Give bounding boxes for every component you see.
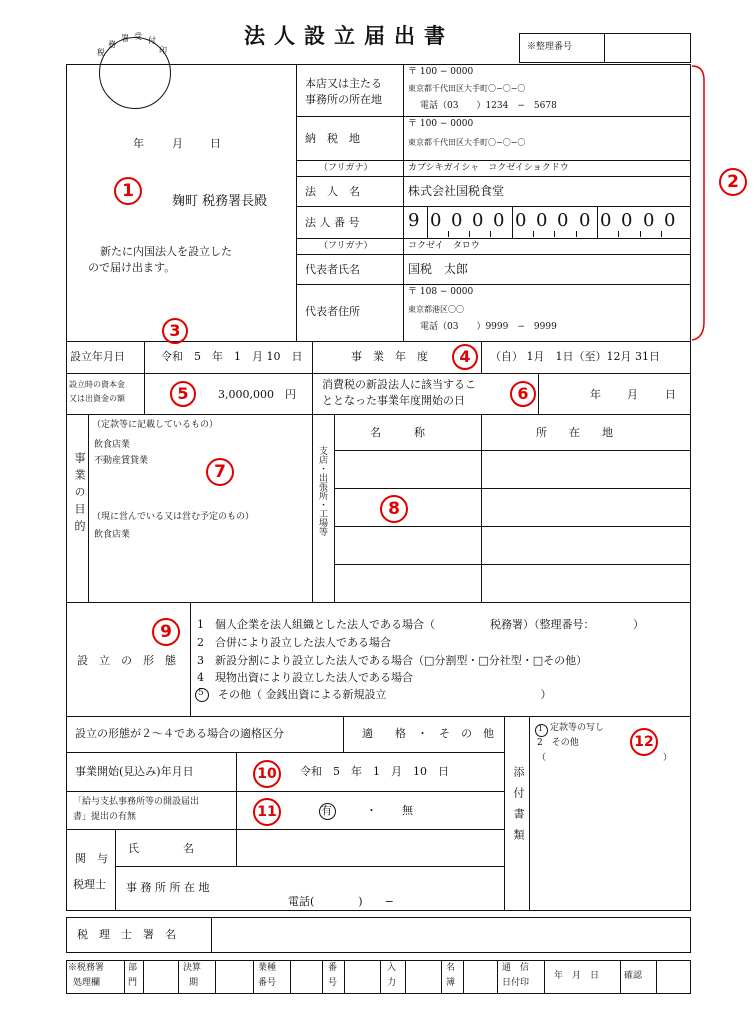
shiten-side-label: 支店・出張所・工場等 (317, 446, 327, 536)
proc-kessan: 決算 (183, 963, 202, 973)
kanyo-label-1: 関 与 (75, 852, 108, 865)
proc-gyoshu: 業種 (258, 963, 277, 973)
marker-10: 10 (253, 760, 281, 788)
shihon-label-1: 設立時の資本金 (69, 380, 125, 389)
hojin-number-digit: 0 (515, 210, 527, 231)
proc-nyuryoku: 入 (387, 963, 397, 973)
shihon-amount: 3,000,000 円 (218, 388, 296, 401)
kyuyo-label-2: 書」提出の有無 (73, 812, 137, 822)
marker-7: 7 (206, 458, 234, 486)
date-year-label: 年 (133, 137, 144, 150)
setsuritsu-date: 令和 5 年 1 月 10 日 (161, 350, 303, 363)
marker-8: 8 (380, 495, 408, 523)
kaishi-date: 令和 5 年 1 月 10 日 (300, 765, 449, 778)
nozei-label: 納 税 地 (305, 132, 360, 145)
red-bracket (690, 62, 720, 344)
shohizei-year: 年 (590, 388, 601, 401)
daihyo-furigana: コクゼイ タロウ (408, 241, 480, 251)
hojin-name-label: 法 人 名 (305, 185, 360, 198)
hojin-furigana-label: （フリガナ） (319, 163, 373, 173)
marker-3: 3 (162, 318, 188, 344)
zeirishi-phone: 電話( ) − (288, 895, 394, 908)
date-month-label: 月 (172, 137, 183, 150)
proc-bango: 番 (328, 963, 338, 973)
proc-tsushin: 通 信 (502, 963, 530, 973)
hojin-number-digit: 0 (557, 210, 569, 231)
shohizei-month: 月 (627, 388, 638, 401)
keitai-item: 3 新設分割により設立した法人である場合（□分割型・□分社型・□その他） (197, 654, 588, 667)
proc-bango: 号 (328, 978, 338, 988)
hojin-number-digit: 0 (493, 210, 505, 231)
proc-kakunin: 確認 (624, 971, 643, 981)
proc-meibo: 簿 (446, 978, 456, 988)
kyuyo-label-1: 「給与支払事務所等の開設届出 (73, 797, 200, 807)
notice-line-2: ので届け出ます。 (88, 261, 176, 274)
proc-meibo: 名 (446, 963, 456, 973)
honten-label-2: 事務所の所在地 (305, 93, 382, 106)
zeirishi-signature-label: 税 理 士 署 名 (77, 928, 176, 941)
marker-12: 12 (630, 728, 658, 756)
tenpu-item3: （ ） (537, 753, 673, 763)
teikan-item: 飲食店業 (94, 440, 131, 450)
shiten-col-address: 所 在 地 (536, 426, 613, 439)
keitai-label: 設 立 の 形 態 (77, 654, 176, 667)
proc-label: 処理欄 (73, 978, 101, 988)
honten-phone: 電話（03 ）1234 − 5678 (420, 101, 557, 111)
proc-bumon: 部 (128, 963, 138, 973)
keitai-item5-number: 5 (198, 688, 204, 698)
seiri-number-label: ※整理番号 (527, 42, 573, 52)
kaishi-label: 事業開始(見込み)年月日 (75, 765, 194, 778)
shihon-label-2: 又は出資金の額 (69, 394, 125, 403)
hojin-number-digit: 0 (643, 210, 655, 231)
hojin-number-digit: 0 (472, 210, 484, 231)
proc-nyuryoku: 力 (387, 978, 397, 988)
date-day-label: 日 (210, 137, 221, 150)
teikan-label: （定款等に記載しているもの） (92, 420, 219, 430)
jigyo-nendo-value: （自） 1月 1日（至）12月 31日 (490, 350, 660, 363)
hojin-name: 株式会社国税食堂 (408, 184, 505, 198)
genzai-label: （現に営んでいる又は営む予定のもの） (92, 512, 255, 522)
marker-5: 5 (170, 381, 196, 407)
tenpu-item1: 定款等の写し (550, 723, 605, 733)
proc-bumon: 門 (128, 978, 138, 988)
notice-line-1: 新たに内国法人を設立した (100, 245, 232, 258)
marker-11: 11 (253, 798, 281, 826)
jigyo-nendo-label: 事 業 年 度 (351, 350, 428, 363)
genzai-item: 飲食店業 (94, 530, 131, 540)
honten-zip: 〒 100 − 0000 (408, 67, 474, 77)
kyuyo-separator: ・ (366, 804, 377, 817)
proc-tsushin: 日付印 (502, 978, 530, 988)
daihyo-phone: 電話（03 ）9999 − 9999 (420, 322, 557, 332)
proc-date: 年 月 日 (554, 971, 600, 981)
stamp-char: 署 (121, 34, 129, 43)
hojin-number-digit: 9 (408, 210, 420, 231)
teikan-item: 不動産賃貸業 (94, 456, 149, 466)
hojin-number-digit: 0 (451, 210, 463, 231)
hojin-number-digit: 0 (664, 210, 676, 231)
stamp-char: 務 (108, 40, 116, 49)
daihyo-furigana-label: （フリガナ） (319, 241, 373, 251)
marker-4: 4 (452, 344, 478, 370)
hojin-number-digit: 0 (621, 210, 633, 231)
hojin-number-digit: 0 (579, 210, 591, 231)
kanyo-label-2: 税理士 (73, 878, 106, 891)
shohizei-label-2: ととなった事業年度開始の日 (322, 394, 465, 407)
stamp-char: 受 (134, 32, 142, 41)
marker-2: 2 (719, 168, 747, 196)
proc-label: ※税務署 (68, 963, 105, 973)
shiten-col-name: 名 称 (370, 426, 425, 439)
daihyo-address-label: 代表者住所 (305, 305, 360, 318)
tenpu-side-label: 添付書類 (512, 766, 525, 850)
honten-address: 東京都千代田区大手町〇−〇−〇 (408, 84, 526, 93)
honten-label-1: 本店又は主たる (305, 77, 382, 90)
mokuteki-side-label: 事業の目的 (73, 452, 86, 537)
hojin-furigana: カブシキガイシャ コクゼイショクドウ (408, 163, 569, 173)
daihyo-name-label: 代表者氏名 (305, 263, 360, 276)
keitai-item: 1 個人企業を法人組織とした法人である場合（ 税務署）（整理番号： ） (197, 618, 644, 631)
shohizei-label-1: 消費税の新設法人に該当するこ (322, 378, 476, 391)
hojin-number-digit: 0 (600, 210, 612, 231)
keitai-item: その他（ 金銭出資による新規設立 ） (218, 688, 552, 701)
marker-6: 6 (510, 381, 536, 407)
zeirishi-office-label: 事 務 所 所 在 地 (126, 881, 210, 894)
daihyo-address: 東京都港区〇〇 (408, 305, 464, 314)
stamp-char: 付 (148, 36, 156, 45)
nozei-address: 東京都千代田区大手町〇−〇−〇 (408, 138, 526, 147)
tax-office-name: 麹町 税務署長殿 (172, 194, 268, 209)
zeirishi-name-label: 氏 名 (128, 842, 194, 855)
hojin-number-digit: 0 (536, 210, 548, 231)
hojin-number-label: 法 人 番 号 (305, 216, 360, 229)
keitai-item: 4 現物出資により設立した法人である場合 (197, 671, 413, 684)
daihyo-zip: 〒 108 − 0000 (408, 287, 474, 297)
nozei-zip: 〒 100 − 0000 (408, 119, 474, 129)
stamp-char: 税 (97, 48, 105, 57)
tekikaku-value: 適 格 ・ そ の 他 (362, 727, 494, 740)
tekikaku-label: 設立の形態が２～４である場合の適格区分 (75, 727, 284, 740)
proc-kessan: 期 (189, 978, 199, 988)
tenpu-item2: 2 その他 (537, 738, 579, 748)
kyuyo-yes: 有 (321, 804, 332, 817)
hojin-number-digit: 0 (430, 210, 442, 231)
tenpu-item1-number: 1 (538, 724, 544, 733)
shohizei-day: 日 (665, 388, 676, 401)
form-title: 法人設立届出書 (244, 23, 454, 48)
kyuyo-no: 無 (402, 804, 413, 817)
stamp-char: 印 (159, 46, 167, 55)
proc-gyoshu: 番号 (258, 978, 277, 988)
daihyo-name: 国税 太郎 (408, 262, 469, 276)
keitai-item: 2 合併により設立した法人である場合 (197, 636, 391, 649)
setsuritsu-label: 設立年月日 (70, 350, 125, 363)
marker-9: 9 (152, 618, 180, 646)
marker-1: 1 (114, 177, 142, 205)
